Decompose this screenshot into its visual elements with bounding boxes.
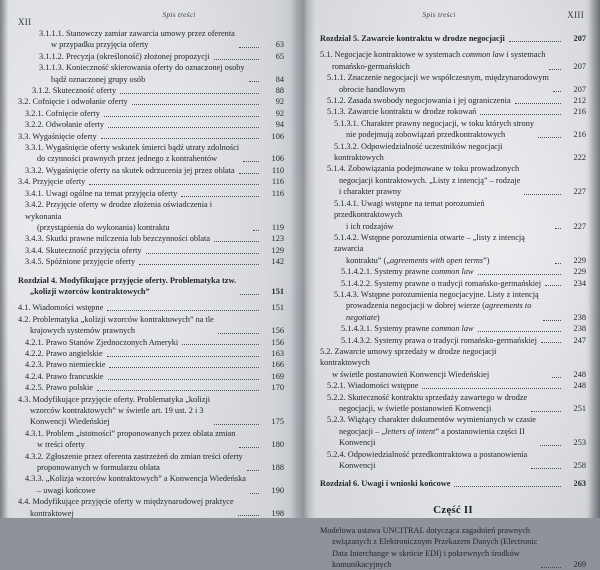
leader-dots — [108, 378, 259, 380]
toc-entry-text: 3.2.1. Cofnięcie oferty — [25, 108, 100, 118]
toc-entry-page: 92 — [275, 97, 284, 107]
toc-chapter-5[interactable] — [320, 33, 586, 44]
toc-entry[interactable] — [18, 337, 284, 348]
leader-dots — [218, 332, 259, 334]
leader-dots — [104, 115, 259, 117]
toc-entry[interactable] — [320, 449, 586, 472]
leader-dots — [555, 160, 561, 161]
toc-entry[interactable] — [320, 266, 586, 277]
toc-entry-page: 142 — [271, 257, 284, 267]
leader-dots — [509, 40, 561, 42]
toc-entry-page: 166 — [271, 360, 284, 370]
toc-entry[interactable] — [320, 289, 586, 323]
toc-entry[interactable] — [18, 348, 284, 359]
toc-entry-text: 5.1.4.3.2. Systemy prawa o tradycji romańsko-germańskiej — [341, 335, 537, 345]
toc-entry-text: 5.1.4.2. Wstępne porozumienia otwarte – „listy z intencją zawarcia kontraktu” („agreements with open terms”) — [334, 232, 525, 265]
toc-entry-text: 5.1.3.2. Odpowiedzialność uczestników negocjacji kontraktowych — [334, 141, 503, 163]
toc-entry-text: 3.2. Cofnięcie i odwołanie oferty — [18, 97, 128, 107]
toc-entry-text: 5.1.4.2.1. Systemy prawne common law — [341, 267, 474, 277]
toc-entry-page: 129 — [271, 245, 284, 255]
toc-entry-text: 4.3.2. Zgłoszenie przez oferenta zastrzeżeń do zmian treści oferty proponowanych w formularzu oblata — [25, 451, 243, 473]
left-running-head — [18, 8, 284, 26]
toc-entry[interactable] — [18, 108, 284, 119]
toc-entry[interactable] — [320, 163, 586, 197]
toc-entry-text: 4.2.3. Prawo niemieckie — [25, 360, 106, 370]
toc-entry-page: 207 — [573, 61, 586, 71]
leader-dots — [214, 58, 260, 60]
toc-entry[interactable] — [18, 176, 284, 187]
leader-dots — [540, 444, 561, 446]
toc-entry-page: 248 — [573, 381, 586, 391]
leader-dots — [240, 293, 259, 295]
toc-entry[interactable] — [320, 232, 586, 266]
toc-entry-text: 3.3.2. Wygaśnięcie oferty na skutek odrzucenia jej przez oblata — [25, 165, 235, 175]
leader-dots — [182, 343, 259, 345]
leader-dots — [238, 514, 259, 516]
toc-entry[interactable] — [320, 346, 586, 380]
toc-entry-text: 4.2.4. Prawo francuskie — [25, 371, 104, 381]
toc-entry-text: 5.1.1. Znaczenie negocjacji we współczesnym, międzynarodowym obrocie handlowym — [327, 73, 549, 94]
toc-entry-text: 3.4.1. Uwagi ogólne na temat przyjęcia oferty — [25, 188, 178, 198]
toc-entry[interactable] — [320, 198, 586, 232]
toc-entry[interactable] — [18, 142, 284, 165]
toc-entry-text: 3.1.1.3. Konieczność skierowania oferty do oznaczonej osoby bądź oznaczonej grupy osób — [39, 63, 245, 84]
toc-entry-text: 3.1.1.2. Precyzja (określoność) złożonej propozycji — [39, 51, 210, 61]
toc-entry-page: 106 — [271, 154, 284, 164]
toc-entry-page: 65 — [275, 51, 284, 61]
toc-entry-page: 198 — [271, 508, 284, 518]
toc-entry-text: 5.2.3. Wiążący charakter dokumentów wymienianych w czasie negocjacji – „letters of intent” a postanowienia części II Konwencji — [327, 415, 536, 448]
toc-entry[interactable] — [18, 428, 284, 451]
toc-entry[interactable] — [18, 96, 284, 107]
leader-dots — [89, 183, 259, 185]
toc-entry-page: 63 — [275, 40, 284, 50]
toc-entry-text: 3.3. Wygaśnięcie oferty — [18, 131, 97, 141]
toc-entry-page: 229 — [573, 267, 586, 277]
toc-entry-text: Modelowa ustawa UNCITRAL dotycząca zagadnień prawnych związanych z Elektronicznym Przekazem Danych (Electronic Data Interchange w skrócie EDI) i pokrewnych środków komunikacyjnych — [320, 525, 538, 570]
part-two-title: Część II — [433, 503, 473, 516]
toc-entry-text: 3.1.2. Skuteczność oferty — [32, 86, 117, 96]
toc-entry[interactable] — [320, 414, 586, 448]
toc-entry[interactable] — [320, 118, 586, 141]
toc-entry[interactable] — [18, 371, 284, 382]
toc-entry-text: 4.2.5. Prawo polskie — [25, 383, 93, 393]
toc-entry-text: 3.4. Przyjęcie oferty — [18, 177, 86, 187]
toc-entry-text: 5.1.3. Zawarcie kontraktu w drodze rokowań — [327, 107, 477, 117]
toc-entry-text: 3.3.1. Wygaśnięcie oferty wskutek śmierci bądź utraty zdolności do czynności prawnych przez jednego z kontrahentów — [25, 143, 240, 164]
toc-chapter-page: 207 — [573, 34, 586, 43]
leader-dots — [120, 92, 259, 94]
leader-dots — [538, 136, 561, 138]
right-folio: XIII — [567, 10, 584, 20]
toc-entry[interactable] — [18, 314, 284, 337]
leader-dots — [97, 389, 259, 391]
leader-dots — [545, 284, 561, 286]
leader-dots — [249, 80, 259, 82]
toc-chapter-6[interactable] — [320, 478, 586, 489]
toc-entry-text: 4.4. Modyfikujące przyjęcie oferty w międzynarodowej praktyce kontraktowej — [18, 497, 234, 518]
toc-entry[interactable] — [18, 473, 284, 496]
toc-entry-text: 4.2.2. Prawo angielskie — [25, 348, 103, 358]
toc-entry-page: 227 — [573, 187, 586, 197]
toc-entry-text: 5.1.3.1. Charakter prawny negocjacji, w toku których strony nie podejmują zobowiązań przedkontraktowych — [334, 118, 535, 140]
toc-chapter-text: Rozdział 6. Uwagi i wnioski końcowe — [320, 479, 451, 489]
leader-dots — [541, 566, 561, 568]
toc-entry-text: 5.2.1. Wiadomości wstępne — [327, 381, 419, 391]
toc-entry-text: 3.4.2. Przyjęcie oferty w drodze złożenia oświadczenia i wykonania (przystąpienia do wykonania) kontraktu — [25, 200, 213, 232]
toc-entry-page: 229 — [573, 255, 586, 265]
toc-entry-page: 92 — [275, 108, 284, 118]
toc-entry[interactable] — [18, 233, 284, 244]
toc-entry-text: 5.1.4.1. Uwagi wstępne na temat porozumień przedkontraktowych i ich rodzajów — [334, 198, 485, 231]
toc-entry-text: 5.1.4. Zobowiązania podejmowane w toku prowadzonych negocjacji kontraktowych. „Listy z intencją” – rodzaje i charakter prawny — [327, 164, 521, 197]
leader-dots — [422, 387, 561, 389]
left-folio: XII — [18, 17, 32, 27]
toc-entry[interactable] — [18, 199, 284, 233]
toc-entry[interactable] — [320, 278, 586, 289]
toc-entry-page: 116 — [271, 177, 284, 187]
leader-dots — [239, 172, 259, 174]
right-running-head — [320, 8, 586, 26]
toc-entry-page: 123 — [271, 234, 284, 244]
left-toc-list — [18, 28, 284, 519]
toc-entry-page: 156 — [271, 337, 284, 347]
toc-entry[interactable] — [18, 85, 284, 96]
leader-dots — [553, 90, 561, 92]
toc-entry-text: 4.1. Wiadomości wstępne — [18, 303, 104, 313]
toc-entry[interactable] — [18, 119, 284, 130]
toc-entry[interactable] — [18, 62, 284, 85]
leader-dots — [478, 273, 561, 275]
toc-entry[interactable] — [18, 451, 284, 474]
toc-entry-text: 4.2. Problematyka „kolizji wzorców kontraktowych” na tle krajowych systemów prawnych — [18, 314, 214, 336]
toc-entry-page: 269 — [573, 560, 586, 570]
toc-entry-text: 5.1. Negocjacje kontraktowe w systemach common law i systemach romańsko-germańskich — [320, 50, 546, 71]
toc-entry[interactable] — [18, 245, 284, 256]
toc-entry-page: 169 — [271, 371, 284, 381]
right-running-head-title: Spis treści — [422, 10, 456, 19]
toc-entry[interactable] — [320, 106, 586, 117]
leader-dots — [132, 103, 259, 105]
toc-entry-page: 188 — [271, 463, 284, 473]
toc-entry-page: 110 — [271, 165, 284, 175]
toc-entry-page: 251 — [573, 404, 586, 413]
toc-entry-page: 227 — [573, 221, 586, 231]
leader-dots — [555, 227, 561, 229]
toc-entry-text: 3.2.2. Odwołanie oferty — [25, 120, 105, 130]
toc-entry[interactable] — [320, 392, 586, 415]
leader-dots — [139, 263, 259, 265]
toc-entry[interactable] — [18, 359, 284, 370]
leader-dots — [253, 229, 259, 231]
toc-entry[interactable] — [18, 28, 284, 51]
toc-entry-text: 4.3.3. „Kolizja wzorców kontraktowych” a Konwencja Wiedeńska – uwagi końcowe — [25, 474, 246, 495]
left-running-head-title: Spis treści — [162, 10, 196, 19]
toc-entry[interactable] — [18, 188, 284, 199]
toc-entry-page: 156 — [271, 326, 284, 336]
toc-entry-text: 3.4.5. Spóźnione przyjęcie oferty — [25, 257, 136, 267]
toc-chapter-text: Rozdział 5. Zawarcie kontraktu w drodze negocjacji — [320, 34, 505, 43]
toc-entry-page: 119 — [271, 222, 284, 232]
toc-entry-page: 234 — [573, 278, 586, 288]
toc-entry-page: 216 — [573, 107, 586, 117]
toc-entry-page: 106 — [271, 131, 284, 141]
leader-dots — [239, 46, 259, 48]
toc-entry-page: 248 — [573, 369, 586, 379]
leader-dots — [480, 113, 561, 115]
right-page — [298, 0, 600, 570]
toc-entry[interactable] — [18, 165, 284, 176]
toc-entry[interactable] — [18, 394, 284, 428]
toc-entry-page: 247 — [573, 335, 586, 345]
leader-dots — [531, 410, 561, 412]
leader-dots — [214, 240, 259, 242]
toc-entry-text: 5.2. Zawarcie umowy sprzedaży w drodze negocjacji kontraktowych w świetle postanowień Konwencji Wiedeńskiej — [320, 346, 497, 379]
toc-entry-page: 116 — [271, 188, 284, 198]
toc-entry-text: 3.4.3. Skutki prawne milczenia lub bezczynności oblata — [25, 234, 211, 244]
toc-entry-page: 84 — [275, 74, 284, 84]
toc-entry-page: 258 — [573, 461, 586, 471]
toc-entry[interactable] — [18, 131, 284, 142]
leader-dots — [107, 309, 259, 311]
leader-dots — [524, 193, 561, 195]
toc-entry-page: 175 — [271, 417, 284, 427]
toc-entry-text: 5.1.2. Zasada swobody negocjowania i jej ograniczenia — [327, 96, 511, 106]
toc-entry-page: 238 — [573, 324, 586, 334]
leader-dots — [214, 423, 259, 425]
toc-entry-text: 5.1.4.3. Wstępne porozumienia negocjacyjne. Listy z intencją prowadzenia negocjacji w dobrej wierze (agreements to negotiate) — [334, 289, 539, 322]
toc-entry-page: 88 — [275, 86, 284, 96]
toc-chapter-page: 263 — [573, 479, 586, 489]
leader-dots — [454, 485, 561, 487]
toc-entry-page: 253 — [573, 438, 586, 448]
leader-dots — [101, 137, 259, 139]
leader-dots — [247, 469, 259, 471]
left-page — [0, 0, 298, 518]
leader-dots — [108, 126, 259, 128]
toc-entry[interactable] — [18, 382, 284, 393]
toc-chapter-4[interactable] — [18, 275, 284, 298]
toc-entry-page: 212 — [573, 96, 586, 106]
toc-entry-text: 4.2.1. Prawo Stanów Zjednoczonych Ameryki — [25, 337, 179, 347]
toc-entry[interactable] — [320, 95, 586, 106]
toc-entry[interactable] — [18, 51, 284, 62]
toc-entry[interactable] — [320, 141, 586, 164]
toc-entry-page: 94 — [275, 120, 284, 130]
toc-entry[interactable] — [320, 323, 586, 334]
right-toc-list — [320, 33, 586, 570]
leader-dots — [541, 341, 561, 343]
toc-entry-text: 4.3. Modyfikujące przyjęcie oferty. Problematyka „kolizji wzorców kontraktowych” w świetle art. 19 ust. 2 i 3 Konwencji Wiedeńskiej — [18, 394, 211, 427]
toc-entry-text: 3.4.4. Skuteczność przyjęcia oferty — [25, 245, 142, 255]
toc-entry[interactable] — [320, 380, 586, 391]
toc-entry-text: 3.1.1.1. Stanowczy zamiar zawarcia umowy przez oferenta w przypadku przyjęcia oferty — [39, 29, 235, 50]
leader-dots — [146, 252, 259, 254]
leader-dots — [515, 102, 561, 104]
leader-dots — [239, 446, 259, 448]
leader-dots — [543, 319, 561, 321]
toc-entry-page: 222 — [573, 153, 586, 163]
toc-entry-page: 170 — [271, 383, 284, 393]
toc-entry-page: 163 — [271, 348, 284, 358]
leader-dots — [555, 262, 561, 264]
toc-entry-text: 5.1.4.2.2. Systemy prawne o tradycji romańsko-germańskiej — [341, 278, 542, 288]
leader-dots — [552, 376, 561, 378]
toc-entry-page: 216 — [573, 130, 586, 140]
toc-entry[interactable] — [320, 49, 586, 72]
toc-entry-text: 5.2.4. Odpowiedzialność przedkontraktowa a postanowienia Konwencji — [327, 449, 528, 471]
leader-dots — [109, 366, 259, 368]
toc-entry-page: 238 — [573, 312, 586, 322]
leader-dots — [181, 195, 259, 197]
leader-dots — [478, 330, 561, 332]
toc-chapter-text: Rozdział 4. Modyfikujące przyjęcie oferty. Problematyka tzw. „kolizji wzorców kontraktowych” — [18, 275, 237, 296]
toc-entry-text: 5.1.4.3.1. Systemy prawne common law — [341, 324, 474, 334]
toc-entry[interactable] — [18, 302, 284, 313]
toc-entry-part-two[interactable] — [320, 525, 586, 570]
toc-entry-text: 5.2.2. Skuteczność kontraktu sprzedaży zawartego w drodze negocjacji, w świetle postanowień Konwencji — [327, 392, 528, 413]
leader-dots — [531, 467, 561, 469]
toc-chapter-page: 151 — [271, 286, 284, 296]
toc-entry[interactable] — [18, 496, 284, 519]
toc-entry-text: 4.3.1. Problem „istotności” proponowanych przez oblata zmian w treści oferty — [25, 428, 236, 450]
leader-dots — [107, 355, 259, 357]
leader-dots — [243, 160, 259, 162]
toc-entry-page: 190 — [271, 485, 284, 495]
toc-entry[interactable] — [18, 256, 284, 267]
leader-dots — [250, 492, 259, 494]
leader-dots — [549, 68, 561, 70]
toc-entry[interactable] — [320, 72, 586, 95]
toc-entry-page: 207 — [573, 84, 586, 94]
toc-entry-page: 180 — [271, 440, 284, 450]
toc-entry-page: 151 — [271, 303, 284, 313]
toc-entry[interactable] — [320, 335, 586, 346]
